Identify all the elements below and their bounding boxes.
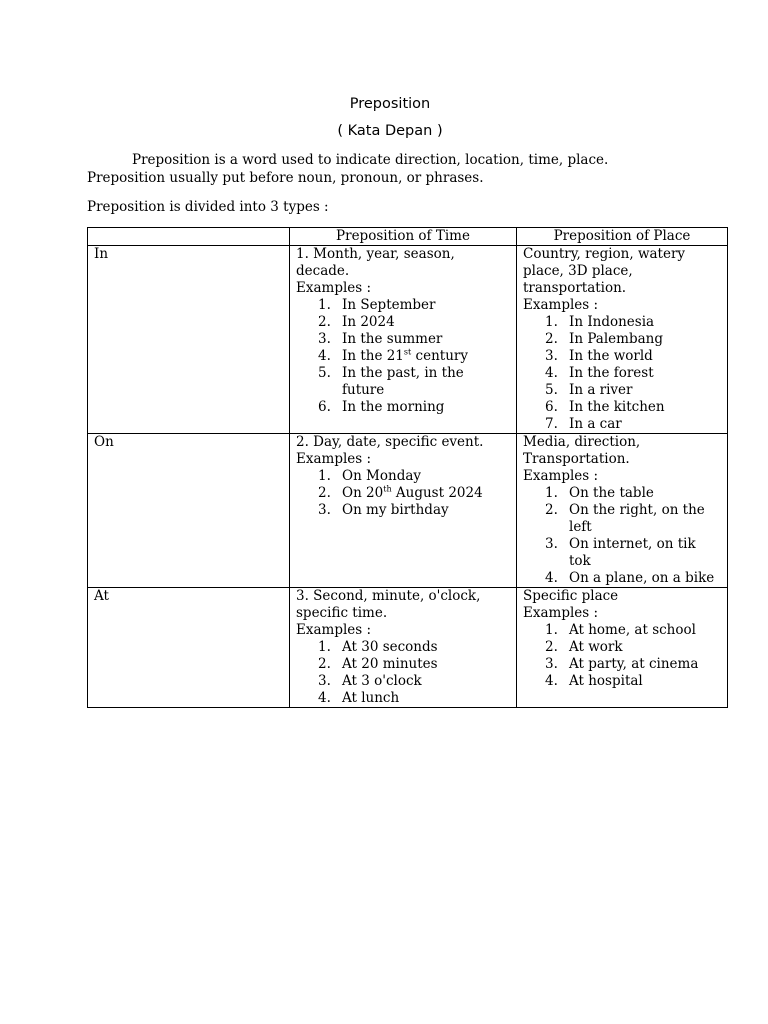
list-number: 2.: [545, 331, 558, 347]
list-item: [545, 399, 721, 416]
list-number: 1.: [318, 639, 331, 655]
list-number: 1.: [318, 297, 331, 313]
list-text-main: In 2024: [342, 314, 395, 330]
table-header-place: Preposition of Place: [517, 228, 728, 246]
list-text: [342, 639, 510, 656]
list-text-rest: August 2024: [391, 485, 483, 501]
time-cell: [290, 588, 517, 708]
table-body: [88, 246, 728, 708]
list-number: 6.: [318, 399, 331, 415]
list-item: [545, 570, 721, 587]
list-item: [545, 331, 721, 348]
list-text-main: In September: [342, 297, 436, 313]
time-examples-list: [296, 639, 510, 707]
list-item: [318, 297, 510, 314]
list-number: 5.: [545, 382, 558, 398]
place-examples-list: [523, 485, 721, 587]
types-line: Preposition is divided into 3 types :: [87, 199, 329, 215]
place-description: Country, region, watery place, 3D place, transportation.: [523, 246, 686, 296]
list-item: [545, 536, 721, 570]
list-item: [545, 416, 721, 433]
list-item: [318, 656, 510, 673]
table-header-time: Preposition of Time: [290, 228, 517, 246]
time-description: 3. Second, minute, o'clock, specific time.: [296, 588, 481, 621]
ordinal-suffix: st: [403, 347, 412, 357]
list-item: [545, 502, 721, 536]
list-number: 3.: [318, 502, 331, 518]
list-text: On internet, on tik tok: [569, 536, 696, 569]
examples-label: Examples :: [296, 451, 372, 467]
list-item: [318, 331, 510, 348]
list-text: [342, 297, 510, 314]
list-item: [318, 399, 510, 416]
ordinal-suffix: th: [383, 484, 392, 494]
list-text: [342, 365, 510, 399]
list-text: On the right, on the left: [569, 502, 705, 535]
time-examples-list: [296, 297, 510, 416]
list-text: [342, 348, 510, 365]
examples-label: Examples :: [523, 297, 599, 313]
list-text: [342, 314, 510, 331]
list-item: [318, 639, 510, 656]
table-header-row: [88, 228, 728, 246]
list-text-main: In the past, in the future: [342, 365, 464, 398]
place-cell: [517, 246, 728, 434]
list-text-main: In the 21: [342, 348, 404, 364]
time-examples-list: [296, 468, 510, 519]
list-item: [318, 502, 510, 519]
list-text: At work: [569, 639, 623, 655]
examples-label: Examples :: [523, 605, 599, 621]
list-text-main: At 3 o'clock: [342, 673, 422, 689]
list-number: 1.: [545, 622, 558, 638]
list-text-main: On Monday: [342, 468, 422, 484]
list-item: [545, 485, 721, 502]
list-number: 4.: [545, 365, 558, 381]
list-number: 1.: [545, 314, 558, 330]
list-number: 3.: [318, 331, 331, 347]
list-text-main: In the summer: [342, 331, 443, 347]
table-row: [88, 246, 728, 434]
list-item: [545, 622, 721, 639]
list-text: In Palembang: [569, 331, 663, 347]
preposition-table: [87, 227, 728, 708]
list-item: [545, 639, 721, 656]
list-text: [342, 690, 510, 707]
list-text-rest: century: [411, 348, 468, 364]
list-text: At home, at school: [569, 622, 696, 638]
intro-paragraph: [87, 152, 687, 187]
list-text: At hospital: [569, 673, 643, 689]
list-text: In a river: [569, 382, 633, 398]
list-number: 4.: [318, 690, 331, 706]
list-text: [342, 399, 510, 416]
list-number: 2.: [318, 314, 331, 330]
list-text-main: In the morning: [342, 399, 445, 415]
list-number: 1.: [318, 468, 331, 484]
list-item: [318, 348, 510, 365]
list-text: [342, 673, 510, 690]
place-examples-list: [523, 314, 721, 433]
list-number: 2.: [318, 485, 331, 501]
list-number: 3.: [545, 536, 558, 552]
list-text: [342, 502, 510, 519]
list-item: [318, 468, 510, 485]
list-number: 2.: [545, 639, 558, 655]
list-text: [342, 468, 510, 485]
list-text: At party, at cinema: [569, 656, 699, 672]
list-text: In the forest: [569, 365, 654, 381]
list-text-main: At 30 seconds: [342, 639, 438, 655]
list-text: In a car: [569, 416, 622, 432]
place-cell: [517, 434, 728, 588]
list-text: [342, 331, 510, 348]
list-text: In Indonesia: [569, 314, 655, 330]
list-number: 4.: [545, 673, 558, 689]
list-item: [318, 314, 510, 331]
list-item: [318, 485, 510, 502]
examples-label: Examples :: [296, 280, 372, 296]
list-text-main: At 20 minutes: [342, 656, 438, 672]
list-item: [545, 656, 721, 673]
list-item: [545, 314, 721, 331]
list-number: 1.: [545, 485, 558, 501]
list-number: 3.: [545, 656, 558, 672]
time-cell: [290, 246, 517, 434]
list-text-main: On 20: [342, 485, 384, 501]
document-subtitle: ( Kata Depan ): [337, 123, 443, 139]
list-text-main: At lunch: [342, 690, 400, 706]
list-item: [545, 382, 721, 399]
row-label-cell: At: [88, 588, 290, 708]
list-item: [318, 690, 510, 707]
list-item: [545, 365, 721, 382]
list-number: 3.: [545, 348, 558, 364]
list-text: In the world: [569, 348, 653, 364]
list-item: [545, 673, 721, 690]
list-number: 4.: [318, 348, 331, 364]
list-item: [318, 673, 510, 690]
list-number: 3.: [318, 673, 331, 689]
time-cell: [290, 434, 517, 588]
list-item: [545, 348, 721, 365]
place-cell: [517, 588, 728, 708]
list-text: In the kitchen: [569, 399, 665, 415]
place-description: Media, direction, Transportation.: [523, 434, 641, 467]
list-text: [342, 656, 510, 673]
time-description: 2. Day, date, specific event.: [296, 434, 484, 450]
list-number: 2.: [318, 656, 331, 672]
time-description: 1. Month, year, season, decade.: [296, 246, 455, 279]
list-number: 6.: [545, 399, 558, 415]
examples-label: Examples :: [296, 622, 372, 638]
row-label-cell: On: [88, 434, 290, 588]
list-number: 4.: [545, 570, 558, 586]
list-text: On the table: [569, 485, 654, 501]
intro-text: Preposition is a word used to indicate direction, location, time, place. Preposition usually put before noun, pronoun, or phrases.: [87, 152, 609, 186]
examples-label: Examples :: [523, 468, 599, 484]
row-label-cell: In: [88, 246, 290, 434]
place-examples-list: [523, 622, 721, 690]
list-text-main: On my birthday: [342, 502, 449, 518]
place-description: Specific place: [523, 588, 619, 604]
table-row: [88, 588, 728, 708]
list-item: [318, 365, 510, 399]
list-number: 5.: [318, 365, 331, 381]
list-number: 7.: [545, 416, 558, 432]
list-text: [342, 485, 510, 502]
document-title: Preposition: [349, 96, 431, 112]
table-row: [88, 434, 728, 588]
list-number: 2.: [545, 502, 558, 518]
list-text: On a plane, on a bike: [569, 570, 715, 586]
table-header-cell-empty: [88, 228, 290, 246]
